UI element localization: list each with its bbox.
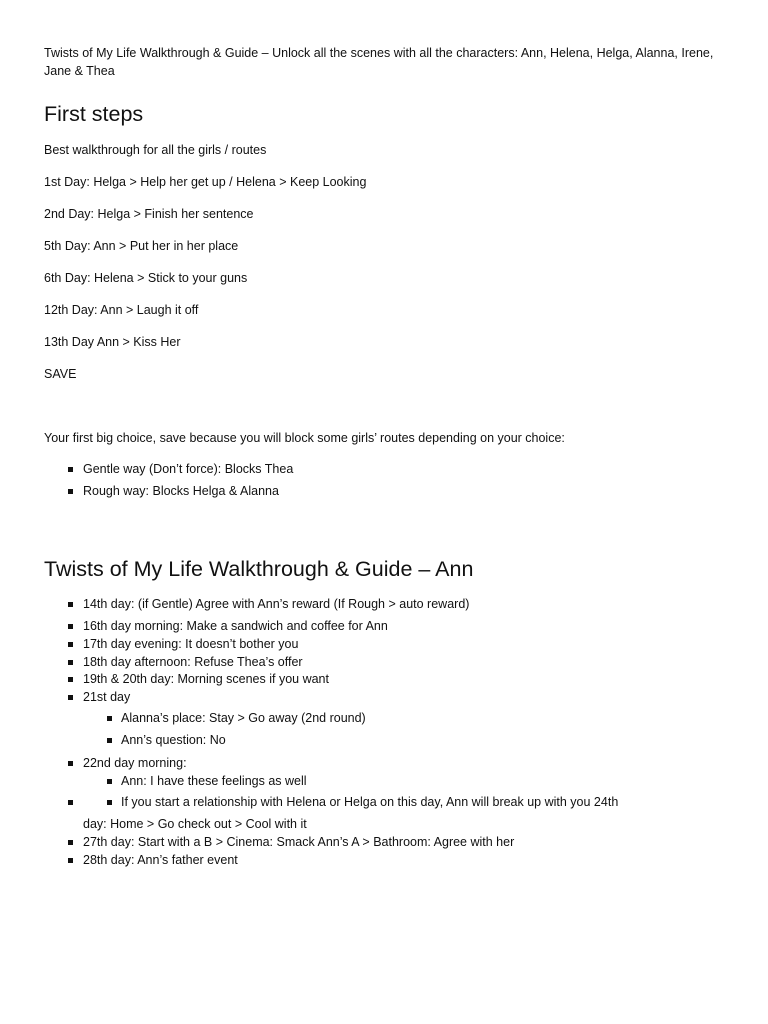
sub-list-item: If you start a relationship with Helena or Helga on this day, Ann will break up with you 24th (121, 795, 619, 809)
bullet-icon (68, 489, 73, 494)
paragraph-line: 5th Day: Ann > Put her in her place (44, 239, 239, 253)
list-item: 21st day (83, 690, 131, 704)
bullet-icon (68, 858, 73, 863)
bullet-icon (68, 840, 73, 845)
bullet-icon (68, 467, 73, 472)
intro-paragraph: Twists of My Life Walkthrough & Guide – Unlock all the scenes with all the characters: Ann, Helena, Helga, Alanna, Irene, Jane & Thea (44, 46, 714, 78)
sub-list-item: Ann: I have these feelings as well (121, 774, 307, 788)
list-item: Rough way: Blocks Helga & Alanna (83, 484, 279, 498)
section-heading-first-steps: First steps (44, 102, 144, 126)
section-heading-ann: Twists of My Life Walkthrough & Guide – Ann (44, 557, 474, 581)
choice-intro: Your first big choice, save because you will block some girls’ routes depending on your choice: (44, 431, 565, 445)
paragraph-line: 12th Day: Ann > Laugh it off (44, 303, 199, 317)
list-item: 16th day morning: Make a sandwich and coffee for Ann (83, 619, 388, 633)
list-item: 27th day: Start with a B > Cinema: Smack Ann’s A > Bathroom: Agree with her (83, 835, 515, 849)
list-item-continuation: day: Home > Go check out > Cool with it (83, 817, 307, 831)
bullet-icon (68, 624, 73, 629)
list-item: Gentle way (Don’t force): Blocks Thea (83, 462, 294, 476)
bullet-icon (107, 716, 112, 721)
sub-list-item: Ann’s question: No (121, 733, 226, 747)
list-item: 19th & 20th day: Morning scenes if you want (83, 672, 329, 686)
bullet-icon (68, 695, 73, 700)
list-item: 14th day: (if Gentle) Agree with Ann’s reward (If Rough > auto reward) (83, 597, 470, 611)
bullet-icon (68, 761, 73, 766)
list-item: 28th day: Ann’s father event (83, 853, 238, 867)
paragraph-line: Best walkthrough for all the girls / routes (44, 143, 267, 157)
list-item: 22nd day morning: (83, 756, 187, 770)
paragraph-line: 2nd Day: Helga > Finish her sentence (44, 207, 254, 221)
bullet-icon (107, 800, 112, 805)
bullet-icon (68, 642, 73, 647)
list-item: 17th day evening: It doesn’t bother you (83, 637, 299, 651)
bullet-icon (68, 602, 73, 607)
paragraph-line: 1st Day: Helga > Help her get up / Helena > Keep Looking (44, 175, 367, 189)
paragraph-line: 6th Day: Helena > Stick to your guns (44, 271, 248, 285)
list-item: 18th day afternoon: Refuse Thea’s offer (83, 655, 303, 669)
paragraph-line: SAVE (44, 367, 77, 381)
paragraph-line: 13th Day Ann > Kiss Her (44, 335, 181, 349)
bullet-icon (68, 660, 73, 665)
bullet-icon (107, 779, 112, 784)
bullet-icon (68, 677, 73, 682)
bullet-icon (68, 800, 73, 805)
bullet-icon (107, 738, 112, 743)
sub-list-item: Alanna’s place: Stay > Go away (2nd round) (121, 711, 366, 725)
